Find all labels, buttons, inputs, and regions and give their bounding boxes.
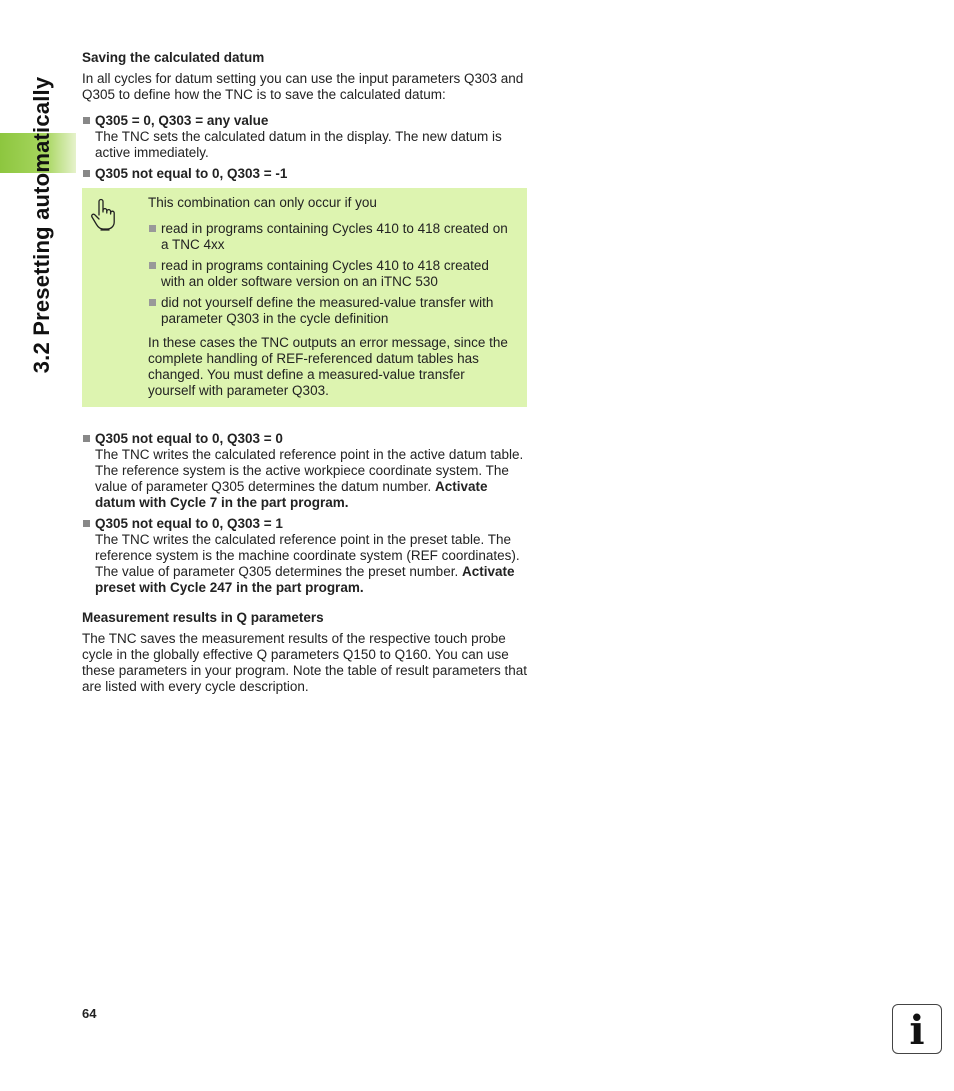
note-list-item xyxy=(148,295,515,327)
page-content xyxy=(82,50,527,695)
list-item xyxy=(82,516,527,596)
list-item-body: The TNC writes the calculated reference point in the active datum table. The reference system is the active workpiece coordinate system. The value of parameter Q305 determines the datum number. xyxy=(95,447,524,494)
section-heading-saving: Saving the calculated datum xyxy=(82,50,265,65)
bullet-square-icon xyxy=(149,225,156,232)
list-item-head: Q305 = 0, Q303 = any value xyxy=(95,113,269,128)
note-body xyxy=(148,195,515,399)
chapter-title-text: 3.2 Presetting automatically xyxy=(29,76,54,374)
note-list-item xyxy=(148,258,515,290)
bullet-square-icon xyxy=(83,435,90,442)
note-intro: This combination can only occur if you xyxy=(148,195,377,210)
bullet-square-icon xyxy=(83,170,90,177)
list-item-text: The TNC sets the calculated datum in the display. The new datum is active immediately. xyxy=(95,129,502,160)
bullet-square-icon xyxy=(149,262,156,269)
note-list-item xyxy=(148,221,515,253)
measurement-text: The TNC saves the measurement results of the respective touch probe cycle in the globally effective Q parameters Q150 to Q160. You can use these parameters in your program. Note the table of result parameters that are listed with every cycle description. xyxy=(82,631,527,694)
note-list-item-text: did not yourself define the measured-value transfer with parameter Q303 in the cycle definition xyxy=(161,295,494,326)
list-item-emphasis: Activate preset with Cycle 247 in the part program. xyxy=(95,564,515,595)
list-item-text xyxy=(95,447,527,511)
pointing-hand-icon xyxy=(82,195,148,399)
section-heading-measurement: Measurement results in Q parameters xyxy=(82,610,324,625)
list-item xyxy=(82,431,527,511)
note-list-item-text: read in programs containing Cycles 410 to 418 created with an older software version on an iTNC 530 xyxy=(161,258,489,289)
info-icon xyxy=(892,1004,942,1054)
list-item xyxy=(82,166,527,182)
bullet-square-icon xyxy=(149,299,156,306)
list-item-emphasis: Activate datum with Cycle 7 in the part program. xyxy=(95,479,488,510)
list-item-text xyxy=(95,532,527,596)
list-item-head: Q305 not equal to 0, Q303 = -1 xyxy=(95,166,288,181)
note-box xyxy=(82,188,527,407)
bullet-square-icon xyxy=(83,117,90,124)
page-number: 64 xyxy=(82,1006,97,1021)
saving-intro: In all cycles for datum setting you can use the input parameters Q303 and Q305 to define how the TNC is to save the calculated datum: xyxy=(82,71,524,102)
list-item-head: Q305 not equal to 0, Q303 = 0 xyxy=(95,431,283,446)
info-glyph: i xyxy=(909,1007,925,1054)
note-outro: In these cases the TNC outputs an error message, since the complete handling of REF-referenced datum tables has changed. You must define a measured-value transfer yourself with parameter Q303. xyxy=(148,335,508,398)
list-item-body: The TNC writes the calculated reference point in the preset table. The reference system is the machine coordinate system (REF coordinates). The value of parameter Q305 determines the preset number. xyxy=(95,532,520,579)
bullet-square-icon xyxy=(83,520,90,527)
list-item-head: Q305 not equal to 0, Q303 = 1 xyxy=(95,516,283,531)
note-list-item-text: read in programs containing Cycles 410 to 418 created on a TNC 4xx xyxy=(161,221,508,252)
chapter-title xyxy=(28,50,56,400)
list-item xyxy=(82,113,527,161)
